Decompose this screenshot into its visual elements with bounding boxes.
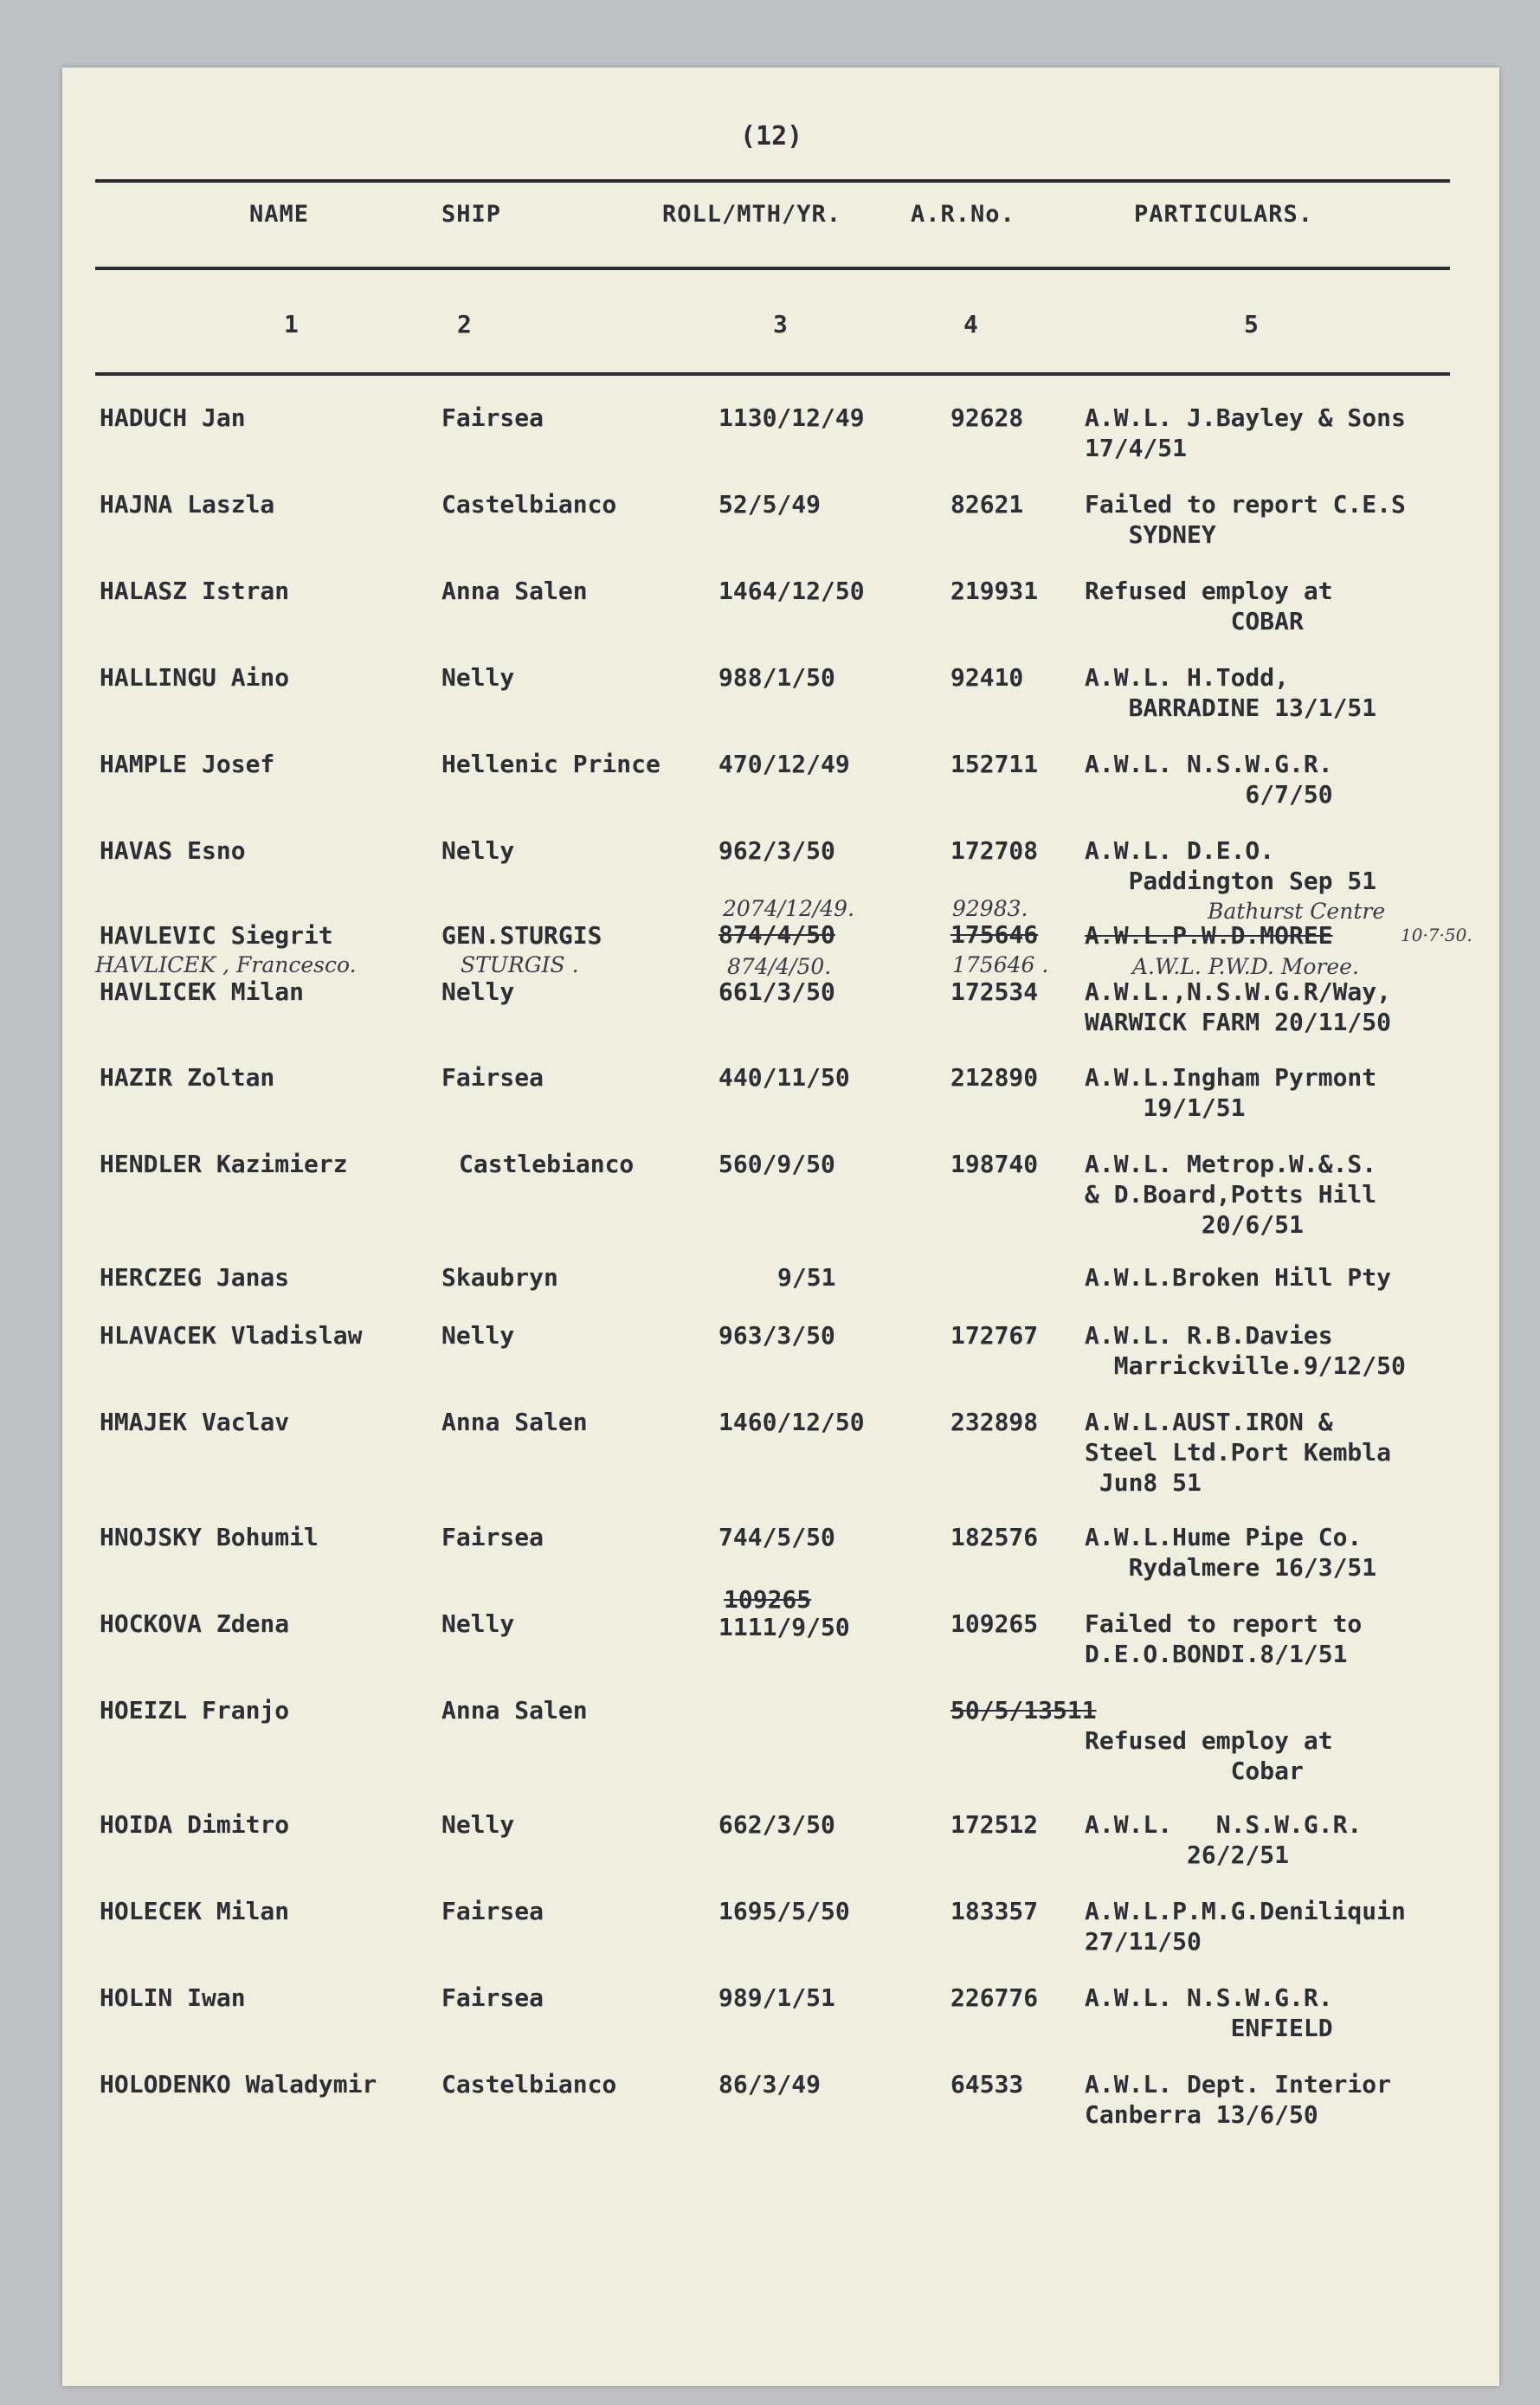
column-number-2: 2 [457, 310, 472, 339]
row-16-name: HOEIZL Franjo [100, 1696, 290, 1725]
row-8-ar-no: 172534 [950, 977, 1039, 1006]
column-number-3: 3 [773, 310, 788, 339]
row-11-particulars: A.W.L.Broken Hill Pty [1085, 1263, 1392, 1292]
row-7-ship: GEN.STURGIS [441, 921, 602, 950]
row-13-particulars: A.W.L.AUST.IRON & Steel Ltd.Port Kembla Jun8 51 [1085, 1408, 1392, 1497]
header-bottom-rule [95, 372, 1450, 376]
row-15-roll: 1111/9/50 [718, 1613, 850, 1641]
row-3-particulars: Refused employ at COBAR [1085, 577, 1333, 635]
header-mid-rule [95, 267, 1450, 270]
row-4-ship: Nelly [441, 663, 515, 692]
row-6-name: HAVAS Esno [100, 836, 246, 865]
row-18-ship: Fairsea [441, 1897, 544, 1925]
row-11-name: HERCZEG Janas [100, 1263, 290, 1292]
row-9-ar-no: 212890 [950, 1063, 1039, 1092]
row-12-roll: 963/3/50 [718, 1321, 835, 1350]
handwritten-awl-pwd-moree: A.W.L. P.W.D. Moree. [1132, 954, 1359, 979]
row-19-roll: 989/1/51 [718, 1983, 835, 2012]
row-3-name: HALASZ Istran [100, 577, 290, 605]
header-ar-no: A.R.No. [911, 201, 1015, 228]
row-19-ar-no: 226776 [950, 1983, 1039, 2012]
handwritten-roll-874: 874/4/50. [727, 954, 832, 979]
row-4-particulars: A.W.L. H.Todd, BARRADINE 13/1/51 [1085, 663, 1377, 722]
handwritten-date: 10·7·50. [1401, 925, 1472, 945]
row-20-ar-no: 64533 [950, 2070, 1024, 2099]
row-1-particulars: A.W.L. J.Bayley & Sons 17/4/51 [1085, 403, 1406, 462]
row-4-ar-no: 92410 [950, 663, 1024, 692]
row-13-ship: Anna Salen [441, 1408, 588, 1436]
header-top-rule [95, 179, 1450, 183]
column-number-1: 1 [284, 310, 299, 339]
row-13-name: HMAJEK Vaclav [100, 1408, 290, 1436]
row-17-name: HOIDA Dimitro [100, 1810, 290, 1839]
row-5-roll: 470/12/49 [718, 750, 850, 778]
row-12-particulars: A.W.L. R.B.Davies Marrickville.9/12/50 [1085, 1321, 1406, 1380]
row-17-ar-no: 172512 [950, 1810, 1039, 1839]
row-14-roll: 744/5/50 [718, 1523, 835, 1551]
row-14-name: HNOJSKY Bohumil [100, 1523, 319, 1551]
row-14-particulars: A.W.L.Hume Pipe Co. Rydalmere 16/3/51 [1085, 1523, 1377, 1582]
row-2-ar-no: 82621 [950, 490, 1024, 519]
row-17-roll: 662/3/50 [718, 1810, 835, 1839]
row-16-ar-no: 50/5/13511 [950, 1696, 1097, 1725]
row-5-ship: Hellenic Prince [441, 750, 660, 778]
row-17-particulars: A.W.L. N.S.W.G.R. 26/2/51 [1085, 1810, 1363, 1869]
row-1-ship: Fairsea [441, 403, 544, 432]
row-7-name: HAVLEVIC Siegrit [100, 921, 333, 950]
row-17-ship: Nelly [441, 1810, 515, 1839]
row-2-ship: Castelbianco [441, 490, 617, 519]
row-6-roll: 962/3/50 [718, 836, 835, 865]
row-10-particulars: A.W.L. Metrop.W.&.S. & D.Board,Potts Hill 20/6/51 [1085, 1150, 1377, 1239]
row-9-roll: 440/11/50 [718, 1063, 850, 1092]
row-5-particulars: A.W.L. N.S.W.G.R. 6/7/50 [1085, 750, 1333, 809]
row-18-roll: 1695/5/50 [718, 1897, 850, 1925]
row-2-particulars: Failed to report C.E.S SYDNEY [1085, 490, 1406, 549]
row-12-ship: Nelly [441, 1321, 515, 1350]
row-19-name: HOLIN Iwan [100, 1983, 246, 2012]
row-18-name: HOLECEK Milan [100, 1897, 290, 1925]
row-1-ar-no: 92628 [950, 403, 1024, 432]
row-14-ar-no: 182576 [950, 1523, 1039, 1551]
handwritten-bathurst-centre: Bathurst Centre [1208, 899, 1386, 924]
column-number-5: 5 [1244, 310, 1259, 339]
handwritten-havlicek-name: HAVLICEK , Francesco. [95, 952, 357, 977]
row-10-name: HENDLER Kazimierz [100, 1150, 348, 1178]
row-19-ship: Fairsea [441, 1983, 544, 2012]
header-name: NAME [249, 201, 310, 228]
row-18-ar-no: 183357 [950, 1897, 1039, 1925]
row-6-particulars: A.W.L. D.E.O. Paddington Sep 51 [1085, 836, 1377, 895]
row-4-roll: 988/1/50 [718, 663, 835, 692]
row-2-roll: 52/5/49 [718, 490, 822, 519]
handwritten-ar-175646: 175646 . [952, 952, 1049, 977]
row-10-roll: 560/9/50 [718, 1150, 835, 1178]
struck-roll-hockova: 109265 [724, 1585, 812, 1614]
row-3-ar-no: 219931 [950, 577, 1039, 605]
row-12-ar-no: 172767 [950, 1321, 1039, 1350]
handwritten-roll-2074: 2074/12/49. [723, 896, 855, 921]
row-19-particulars: A.W.L. N.S.W.G.R. ENFIELD [1085, 1983, 1333, 2042]
row-8-name: HAVLICEK Milan [100, 977, 305, 1006]
row-13-roll: 1460/12/50 [718, 1408, 865, 1436]
row-9-ship: Fairsea [441, 1063, 544, 1092]
header-ship: SHIP [441, 201, 502, 228]
row-6-ar-no: 172708 [950, 836, 1039, 865]
row-16-ship: Anna Salen [441, 1696, 588, 1725]
row-20-particulars: A.W.L. Dept. Interior Canberra 13/6/50 [1085, 2070, 1392, 2129]
row-10-ship: Castlebianco [459, 1150, 635, 1178]
row-20-roll: 86/3/49 [718, 2070, 822, 2099]
row-3-roll: 1464/12/50 [718, 577, 865, 605]
row-15-ship: Nelly [441, 1609, 515, 1638]
row-15-ar-no: 109265 [950, 1609, 1039, 1638]
row-7-roll: 874/4/50 [718, 920, 835, 949]
row-13-ar-no: 232898 [950, 1408, 1039, 1436]
column-number-4: 4 [963, 310, 978, 339]
row-7-particulars: A.W.L.P.W.D.MOREE [1085, 921, 1333, 950]
row-11-roll: 9/51 [777, 1263, 836, 1292]
header-particulars: PARTICULARS. [1134, 201, 1314, 228]
row-1-name: HADUCH Jan [100, 403, 246, 432]
row-5-ar-no: 152711 [950, 750, 1039, 778]
row-15-particulars: Failed to report to D.E.O.BONDI.8/1/51 [1085, 1609, 1363, 1668]
row-9-particulars: A.W.L.Ingham Pyrmont 19/1/51 [1085, 1063, 1377, 1122]
row-12-name: HLAVACEK Vladislaw [100, 1321, 363, 1350]
row-9-name: HAZIR Zoltan [100, 1063, 275, 1092]
row-20-ship: Castelbianco [441, 2070, 617, 2099]
row-5-name: HAMPLE Josef [100, 750, 275, 778]
row-8-particulars: A.W.L.,N.S.W.G.R/Way, WARWICK FARM 20/11/50 [1085, 977, 1392, 1036]
row-15-name: HOCKOVA Zdena [100, 1609, 290, 1638]
row-16-particulars: Refused employ at Cobar [1085, 1726, 1333, 1785]
row-14-ship: Fairsea [441, 1523, 544, 1551]
row-4-name: HALLINGU Aino [100, 663, 290, 692]
handwritten-ar-92983: 92983. [952, 896, 1028, 921]
row-11-ship: Skaubryn [441, 1263, 558, 1292]
header-roll: ROLL/MTH/YR. [662, 201, 842, 228]
row-2-name: HAJNA Laszla [100, 490, 275, 519]
row-20-name: HOLODENKO Waladymir [100, 2070, 377, 2099]
row-10-ar-no: 198740 [950, 1150, 1039, 1178]
row-8-roll: 661/3/50 [718, 977, 835, 1006]
row-8-ship: Nelly [441, 977, 515, 1006]
row-3-ship: Anna Salen [441, 577, 588, 605]
row-6-ship: Nelly [441, 836, 515, 865]
page-number: (12) [740, 121, 803, 152]
handwritten-sturgis: STURGIS . [461, 952, 579, 977]
row-18-particulars: A.W.L.P.M.G.Deniliquin 27/11/50 [1085, 1897, 1406, 1956]
row-1-roll: 1130/12/49 [718, 403, 865, 432]
row-7-ar-no: 175646 [950, 920, 1039, 949]
